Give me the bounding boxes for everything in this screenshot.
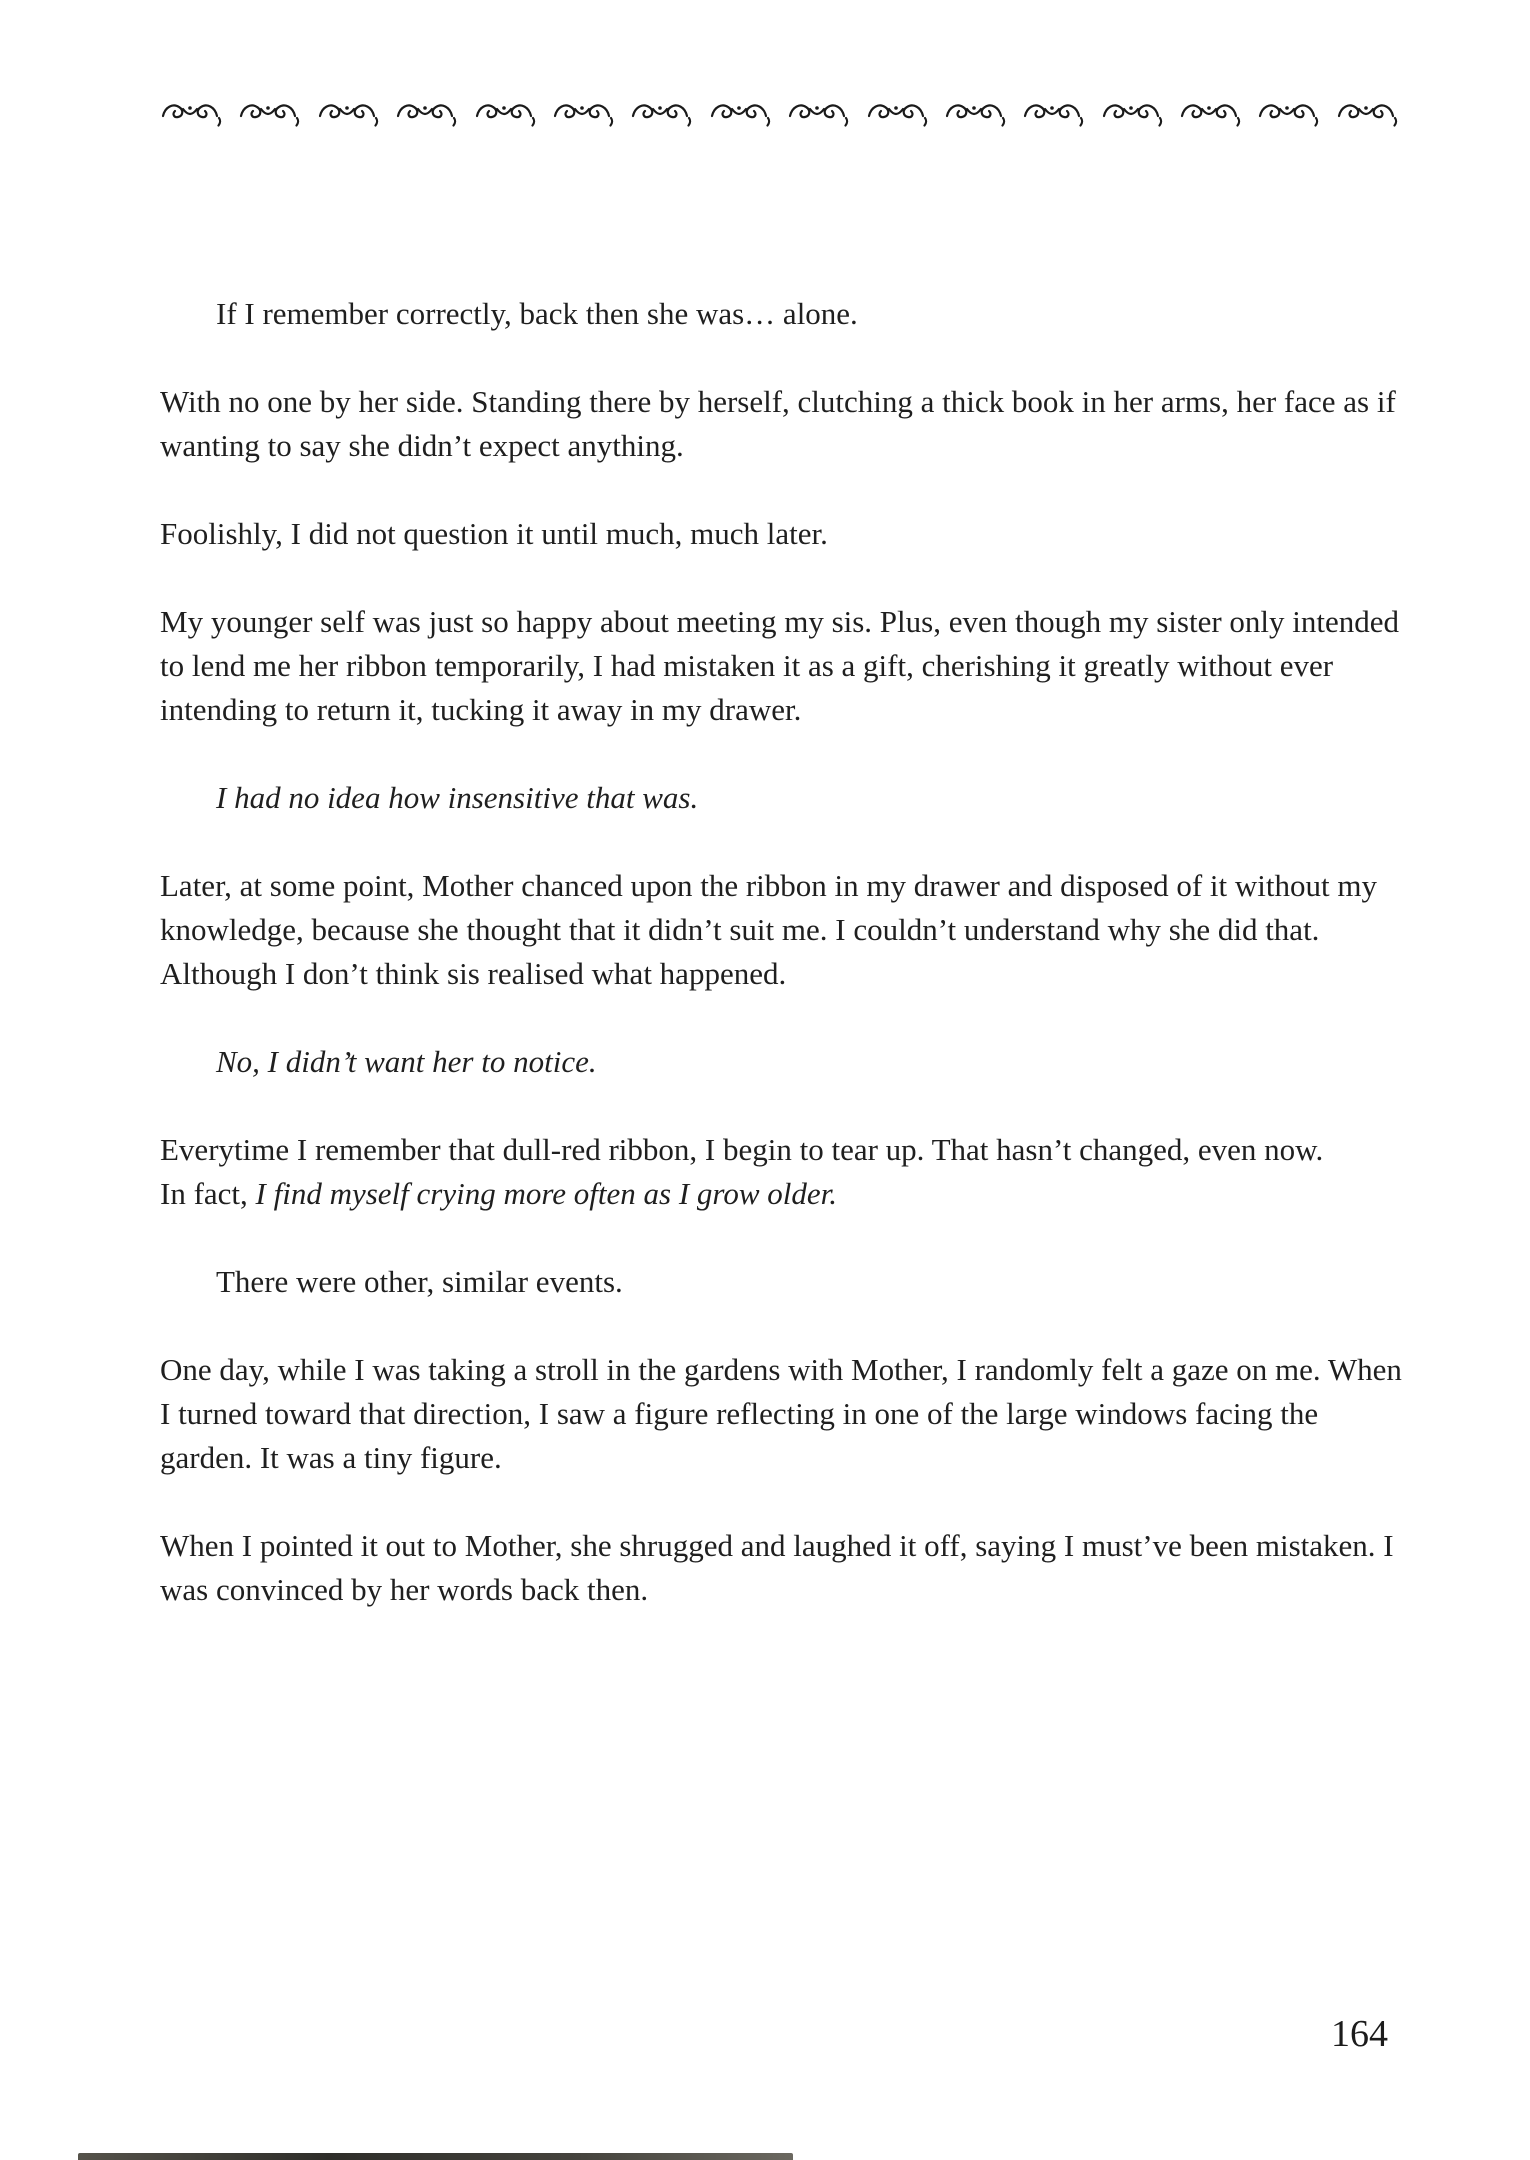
- text-run-italic: No, I didn’t want her to notice.: [216, 1044, 597, 1079]
- fleuron-icon: [1099, 99, 1165, 127]
- page-number: 164: [1331, 2013, 1388, 2055]
- fleuron-icon: [472, 99, 538, 127]
- paragraph: [160, 776, 1405, 820]
- fleuron-icon: [1020, 99, 1086, 127]
- ornament-border: [158, 96, 1400, 130]
- text-run-italic: I had no idea how insensitive that was.: [216, 780, 699, 815]
- fleuron-icon: [1177, 99, 1243, 127]
- text-run: Foolishly, I did not question it until much, much later.: [160, 516, 828, 551]
- fleuron-icon: [236, 99, 302, 127]
- fleuron-icon: [550, 99, 616, 127]
- text-run: In fact,: [160, 1176, 256, 1211]
- paragraph: [160, 864, 1405, 996]
- text-block: [160, 292, 1405, 1656]
- next-page-edge: [78, 2153, 793, 2160]
- fleuron-icon: [158, 99, 224, 127]
- paragraph: [160, 380, 1405, 468]
- fleuron-icon: [1334, 99, 1400, 127]
- paragraph: [160, 1524, 1405, 1612]
- fleuron-icon: [1255, 99, 1321, 127]
- paragraph: [160, 292, 1405, 336]
- fleuron-icon: [707, 99, 773, 127]
- paragraph: [160, 512, 1405, 556]
- paragraph: [160, 600, 1405, 732]
- text-run: My younger self was just so happy about meeting my sis. Plus, even though my sister only intended to lend me her ribbon temporarily, I had mistaken it as a gift, cherishing it greatly without ever intending to return it, tucking it away in my drawer.: [160, 604, 1400, 727]
- text-run: Everytime I remember that dull-red ribbon, I begin to tear up. That hasn’t changed, even now.: [160, 1132, 1324, 1167]
- fleuron-icon: [393, 99, 459, 127]
- text-run-italic: I find myself crying more often as I grow older.: [255, 1176, 837, 1211]
- fleuron-icon: [628, 99, 694, 127]
- fleuron-icon: [942, 99, 1008, 127]
- paragraph: [160, 1260, 1405, 1304]
- text-run: With no one by her side. Standing there by herself, clutching a thick book in her arms, her face as if wanting to say she didn’t expect anything.: [160, 384, 1396, 463]
- fleuron-icon: [315, 99, 381, 127]
- text-run: There were other, similar events.: [216, 1264, 623, 1299]
- paragraph: [160, 1040, 1405, 1084]
- fleuron-icon: [785, 99, 851, 127]
- paragraph: [160, 1348, 1405, 1480]
- text-run: One day, while I was taking a stroll in the gardens with Mother, I randomly felt a gaze on me. When I turned toward that direction, I saw a figure reflecting in one of the large windows facing the garden. It was a tiny figure.: [160, 1352, 1402, 1475]
- paragraph: [160, 1128, 1405, 1216]
- text-run: If I remember correctly, back then she was… alone.: [216, 296, 858, 331]
- text-run: Later, at some point, Mother chanced upon the ribbon in my drawer and disposed of it without my knowledge, because she thought that it didn’t suit me. I couldn’t understand why she did that. Although I don’t think sis realised what happened.: [160, 868, 1377, 991]
- fleuron-icon: [864, 99, 930, 127]
- text-run: When I pointed it out to Mother, she shrugged and laughed it off, saying I must’ve been mistaken. I was convinced by her words back then.: [160, 1528, 1394, 1607]
